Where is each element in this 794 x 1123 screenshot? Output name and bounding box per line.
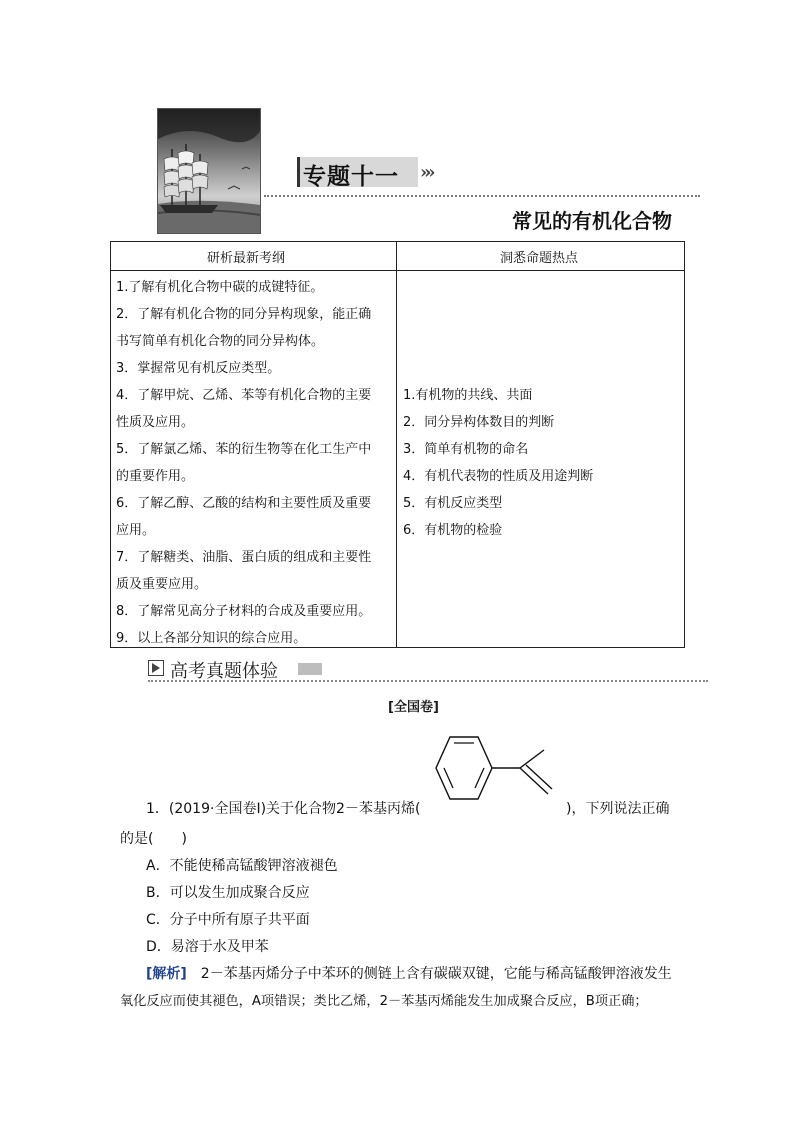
table-header-left: 研析最新考纲 bbox=[207, 251, 286, 266]
table-header-divider bbox=[110, 270, 685, 271]
option-b: B．可以发生加成聚合反应 bbox=[146, 885, 310, 901]
header-image bbox=[157, 108, 261, 234]
analysis-line-2: 氧化反应而使其褪色，A项错误；类比乙烯，2－苯基丙烯能发生加成聚合反应，B项正确； bbox=[120, 994, 648, 1009]
syllabus-line: 9．以上各部分知识的综合应用。 bbox=[116, 631, 307, 646]
syllabus-line: 7．了解糖类、油脂、蛋白质的组成和主要性 bbox=[116, 550, 372, 565]
question-set-label: [全国卷] bbox=[388, 700, 439, 715]
sailing-ship-image bbox=[158, 109, 260, 233]
question-stem-part1: 1．(2019·全国卷Ⅰ)关于化合物2－苯基丙烯( bbox=[146, 801, 421, 817]
section-bar bbox=[298, 663, 322, 675]
syllabus-line: 应用。 bbox=[116, 523, 156, 538]
hotspot-line: 3．简单有机物的命名 bbox=[403, 442, 529, 457]
syllabus-line: 8．了解常见高分子材料的合成及重要应用。 bbox=[116, 604, 372, 619]
syllabus-line: 的重要作用。 bbox=[116, 469, 195, 484]
question-stem-part3: 的是( ) bbox=[120, 831, 187, 847]
table-column-divider bbox=[396, 241, 397, 648]
option-d: D．易溶于水及甲苯 bbox=[146, 939, 269, 955]
analysis-tag: [解析] bbox=[146, 966, 187, 982]
hotspot-line: 4．有机代表物的性质及用途判断 bbox=[403, 469, 594, 484]
2-phenylpropene-structure bbox=[420, 732, 580, 814]
topic-label: 专题十一 bbox=[303, 163, 399, 190]
syllabus-line: 6．了解乙醇、乙酸的结构和主要性质及重要 bbox=[116, 496, 372, 511]
question-stem-part2: )，下列说法正确 bbox=[566, 801, 670, 817]
option-c: C．分子中所有原子共平面 bbox=[146, 912, 310, 928]
section-title: 高考真题体验 bbox=[170, 661, 278, 682]
syllabus-line: 2．了解有机化合物的同分异构现象，能正确 bbox=[116, 307, 372, 322]
syllabus-line: 4．了解甲烷、乙烯、苯等有机化合物的主要 bbox=[116, 388, 372, 403]
chapter-title: 常见的有机化合物 bbox=[512, 209, 672, 233]
option-a: A．不能使稀高锰酸钾溶液褪色 bbox=[146, 858, 338, 874]
hotspot-line: 5．有机反应类型 bbox=[403, 496, 503, 511]
syllabus-line: 5．了解氯乙烯、苯的衍生物等在化工生产中 bbox=[116, 442, 372, 457]
analysis-line-1 bbox=[146, 963, 672, 983]
play-arrow-icon bbox=[148, 660, 164, 676]
hotspot-line: 2．同分异构体数目的判断 bbox=[403, 415, 555, 430]
header-divider bbox=[264, 195, 700, 197]
section-divider bbox=[148, 680, 708, 682]
syllabus-line: 质及重要应用。 bbox=[116, 577, 208, 592]
hotspot-line: 1.有机物的共线、共面 bbox=[403, 388, 533, 403]
syllabus-line: 3．掌握常见有机反应类型。 bbox=[116, 361, 281, 376]
syllabus-line: 性质及应用。 bbox=[116, 415, 195, 430]
hotspot-line: 6．有机物的检验 bbox=[403, 523, 503, 538]
chevrons-icon: »» bbox=[420, 162, 429, 183]
syllabus-line: 1.了解有机化合物中碳的成键特征。 bbox=[116, 280, 324, 295]
table-header-right: 洞悉命题热点 bbox=[500, 251, 579, 266]
analysis-text-1: 2－苯基丙烯分子中苯环的侧链上含有碳碳双键，它能与稀高锰酸钾溶液发生 bbox=[186, 966, 672, 982]
syllabus-line: 书写简单有机化合物的同分异构体。 bbox=[116, 334, 325, 349]
